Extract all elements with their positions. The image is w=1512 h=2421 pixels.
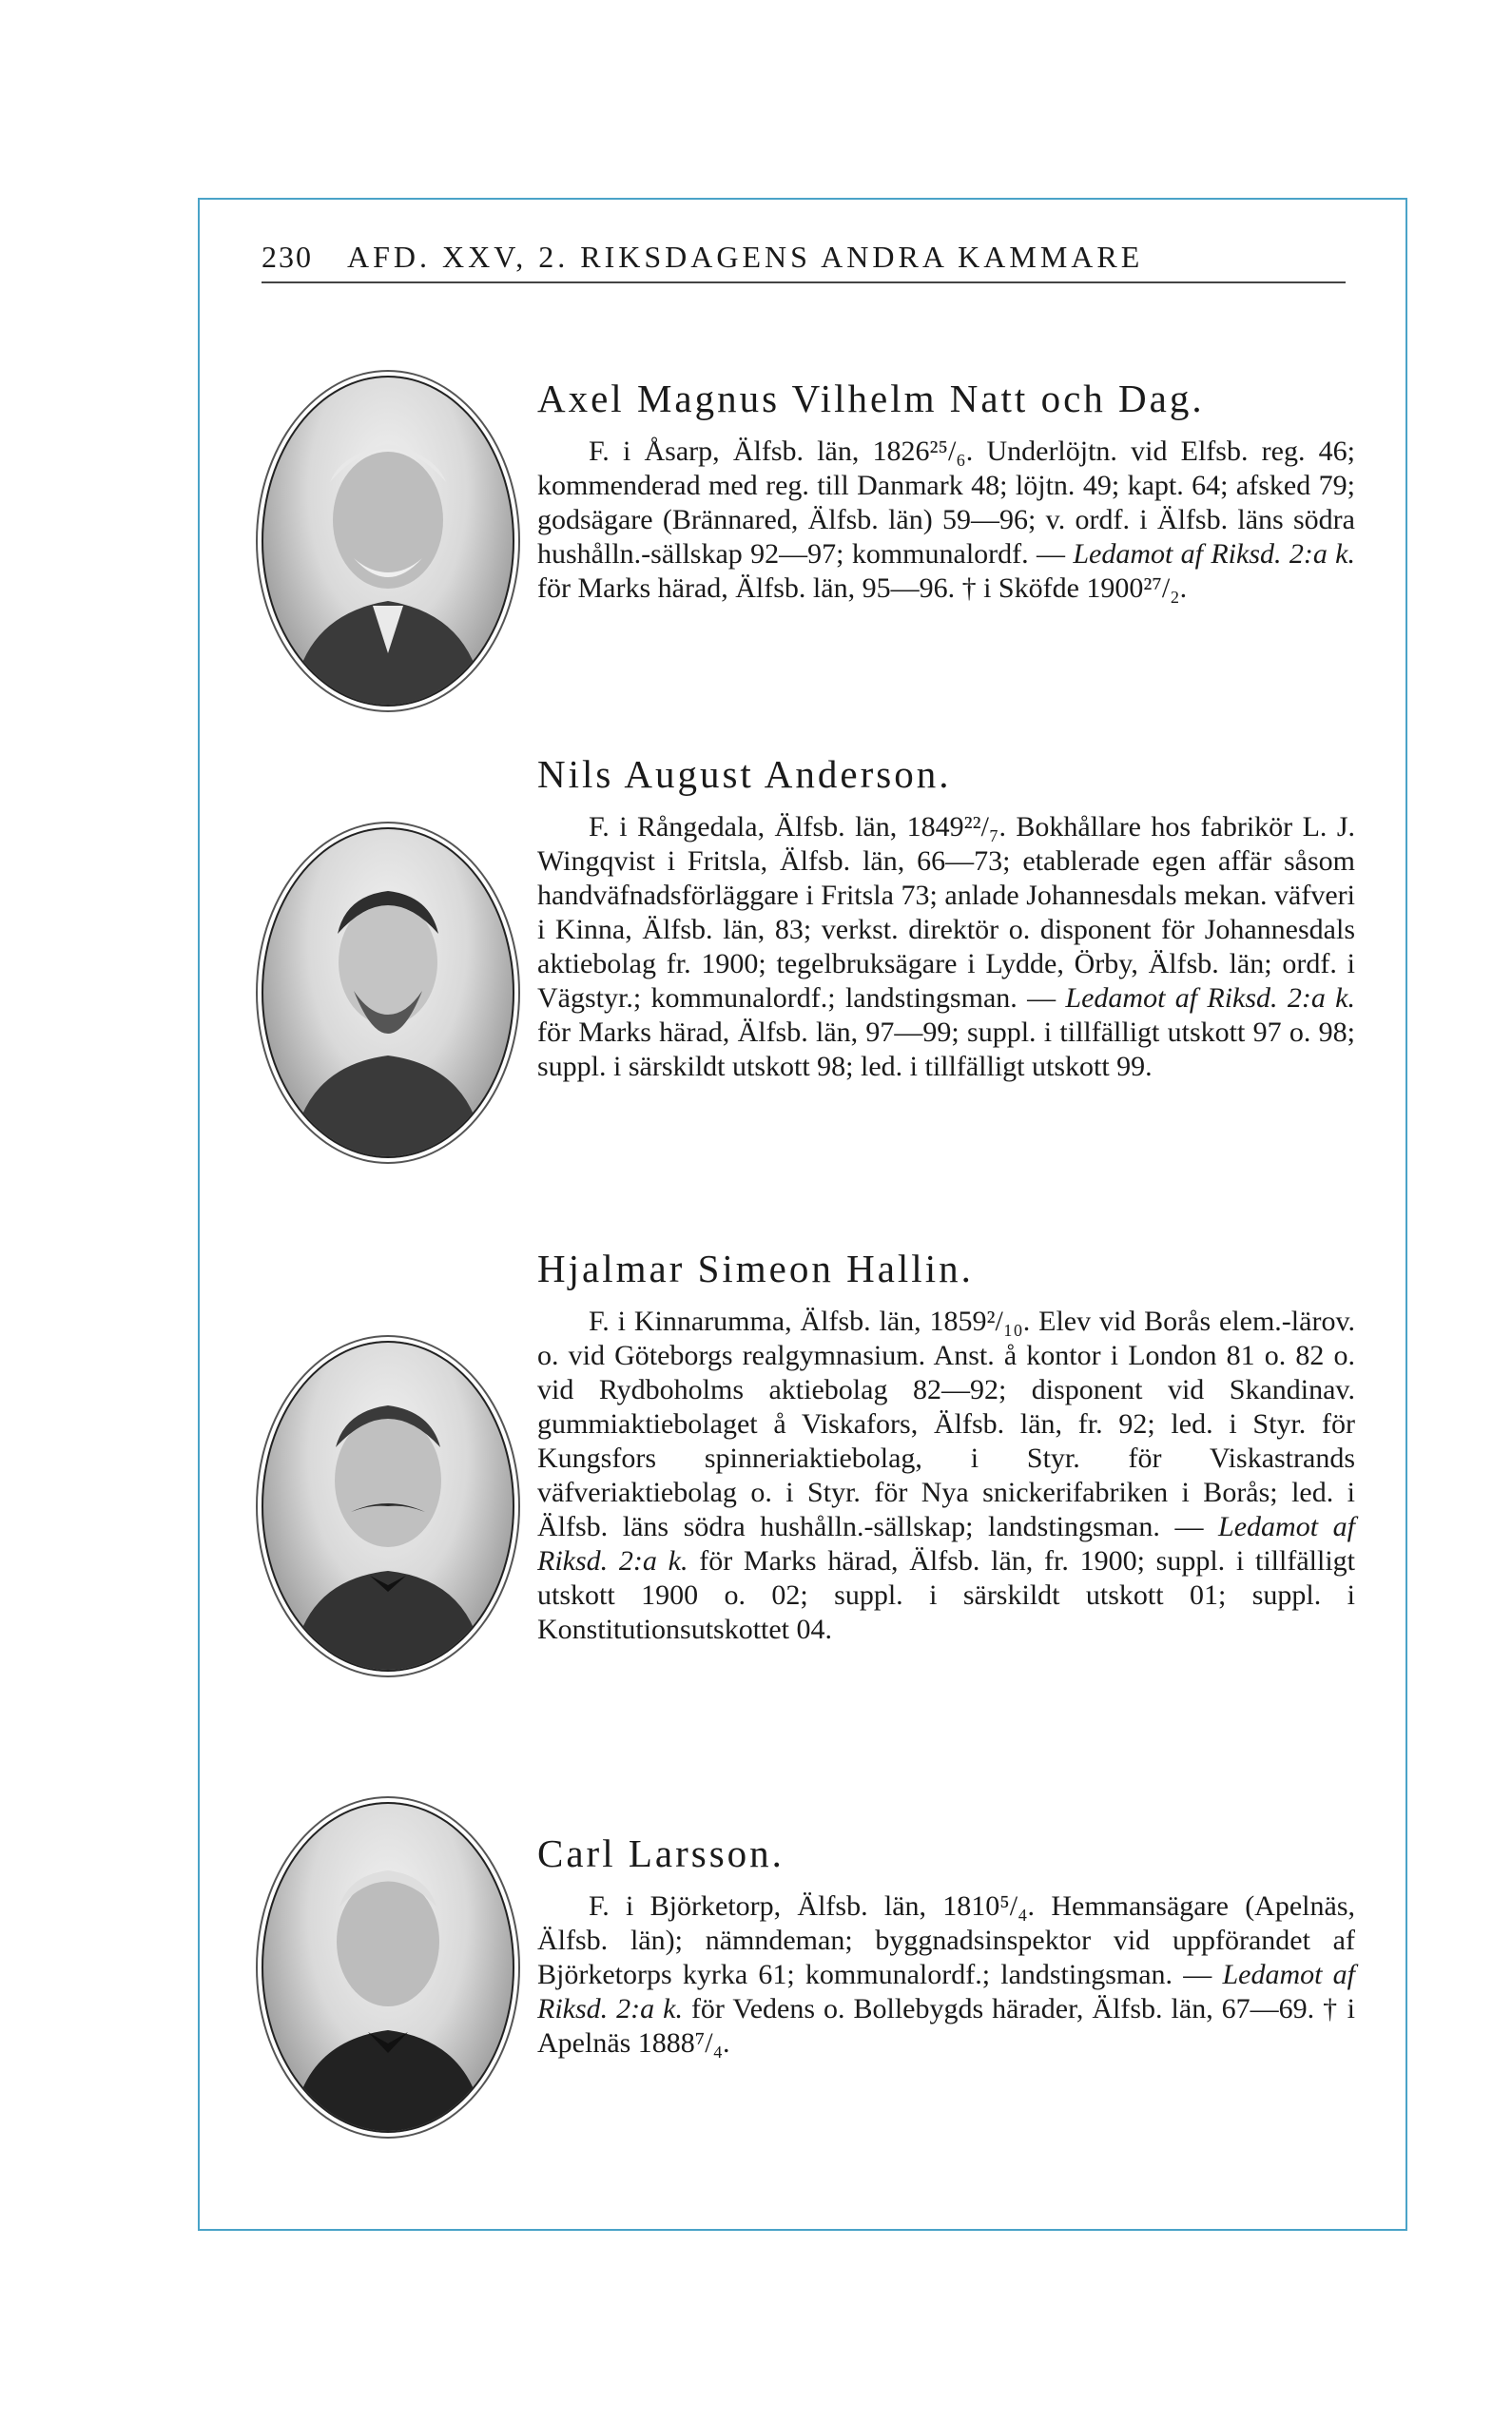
header-title: AFD. XXV, 2. RIKSDAGENS ANDRA KAMMARE bbox=[347, 240, 1144, 274]
portrait-photo bbox=[262, 827, 514, 1158]
biography-text: F. i Åsarp, Älfsb. län, 1826²⁵/₆. Underlöjtn. vid Elfsb. reg. 46; kommenderad med reg. till Danmark 48; löjtn. 49; kapt. 64; afsked 79; godsägare (Brännared, Älfsb. län) 59—96; v. ordf. i Älfsb. läns södra hushålln.-sällskap 92—97; kommunalordf. — Ledamot af Riksd. 2:a k. för Marks härad, Älfsb. län, 95—96. † i Sköfde 1900²⁷/₂. bbox=[537, 436, 1356, 604]
person-name: Carl Larsson. bbox=[537, 1831, 785, 1875]
running-header bbox=[262, 240, 1346, 275]
biography-text: F. i Björketorp, Älfsb. län, 1810⁵/₄. Hemmansägare (Apelnäs, Älfsb. län); nämndeman; byggnadsinspektor vid uppförandet af Björketorps kyrka 61; kommunalordf.; landstingsman. — Ledamot af Riksd. 2:a k. för Vedens o. Bollebygds härader, Älfsb. län, 67—69. † i Apelnäs 1888⁷/₄. bbox=[537, 1890, 1355, 2059]
header-rule bbox=[262, 281, 1346, 283]
portrait-photo bbox=[262, 1341, 514, 1672]
person-name: Hjalmar Simeon Hallin. bbox=[537, 1247, 974, 1290]
person-name: Axel Magnus Vilhelm Natt och Dag. bbox=[537, 377, 1205, 420]
portrait-illustration bbox=[263, 1343, 513, 1670]
portrait-illustration bbox=[263, 1804, 513, 2131]
page-number: 230 bbox=[262, 240, 313, 274]
portrait-illustration bbox=[263, 378, 513, 705]
portrait-photo bbox=[262, 1802, 514, 2133]
person-name: Nils August Anderson. bbox=[537, 752, 952, 796]
portrait-photo bbox=[262, 376, 514, 707]
biography-text: F. i Rångedala, Älfsb. län, 1849²²/₇. Bokhållare hos fabrikör L. J. Wingqvist i Fritsla, Älfsb. län, 66—73; etablerade egen affär såsom handväfnadsförläggare i Fritsla 73; anlade Johannesdals mekan. väfveri i Kinna, Älfsb. län, 83; verkst. direktör o. disponent för Johannesdals aktiebolag fr. 1900; tegelbruksägare i Lydde, Örby, Älfsb. län; ordf. i Vägstyr.; kommunalordf.; landstingsman. — Ledamot af Riksd. 2:a k. för Marks härad, Älfsb. län, 97—99; suppl. i tillfälligt utskott 97 o. 98; suppl. i särskildt utskott 98; led. i tillfälligt utskott 99. bbox=[537, 811, 1355, 1082]
portrait-illustration bbox=[263, 829, 513, 1156]
biography-text: F. i Kinnarumma, Älfsb. län, 1859²/₁₀. Elev vid Borås elem.-lärov. o. vid Göteborgs realgymnasium. Anst. å kontor i London 81 o. 82 o. vid Rydboholms aktiebolag 82—92; disponent vid Skandinav. gummiaktiebolaget å Viskafors, Älfsb. län, fr. 92; led. i Styr. för Kungsfors spinneriaktiebolag, i Styr. för Viskastrands väfveriaktiebolag o. i Styr. för Nya snickerifabriken i Borås; led. i Älfsb. läns södra hushålln.-sällskap; landstingsman. — Ledamot af Riksd. 2:a k. för Marks härad, Älfsb. län, fr. 1900; suppl. i tillfälligt utskott 1900 o. 02; suppl. i särskildt utskott 01; suppl. i Konstitutionsutskottet 04. bbox=[537, 1306, 1355, 1645]
